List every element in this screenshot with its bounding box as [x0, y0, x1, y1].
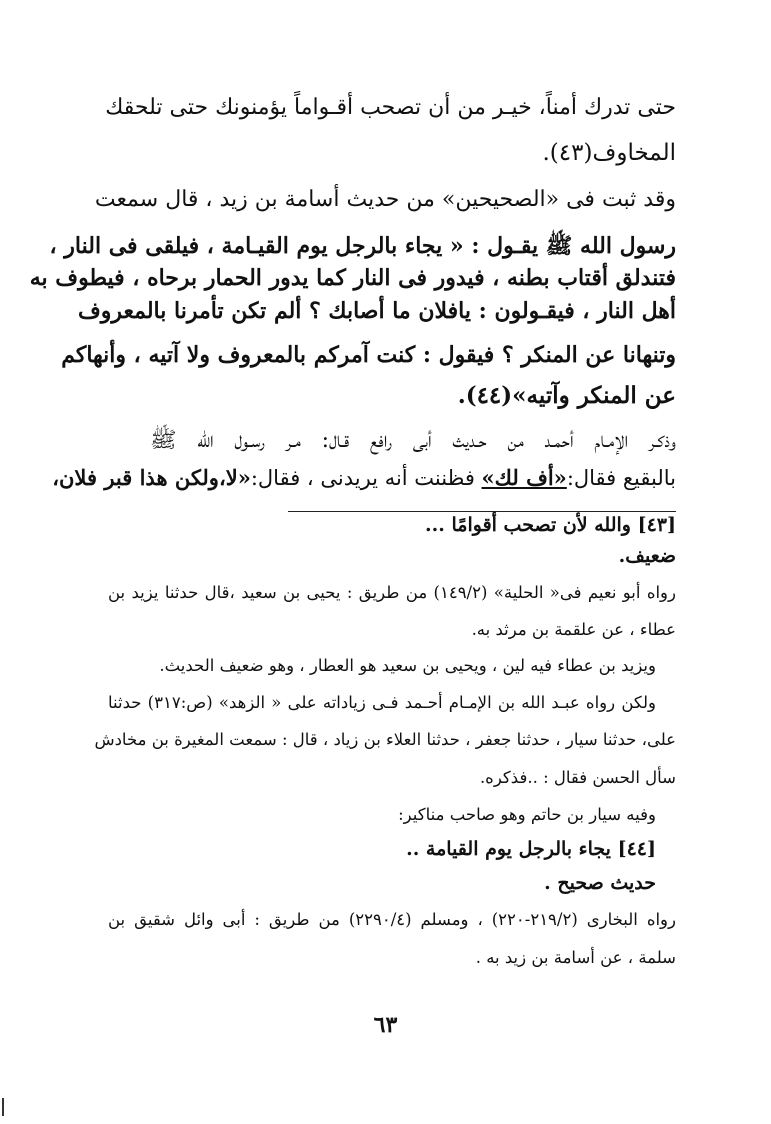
para2-line-1: وقد ثبت فى «الصحيحين» من حديث أسامة بن زيد ، قال سمعت	[94, 187, 676, 212]
para3-quote-uff: «أف لك»	[481, 465, 567, 490]
footnote-43-line-1: رواه أبو نعيم فى« الحلية» (١٤٩/٢) من طريق : يحيى بن سعيد ،قال حدثنا يزيد بن	[108, 583, 676, 602]
footnote-43-line-4: ولكن رواه عبـد الله بن الإمـام أحـمد فـى زياداته على « الزهد» (ص:٣١٧) حدثنا	[108, 693, 656, 712]
para2-line-6: عن المنكر وآتيه»(٤٤).	[457, 382, 676, 409]
scan-edge-mark	[2, 1098, 4, 1116]
footnote-43-line-6: سأل الحسن فقال : ..فذكره.	[479, 768, 676, 787]
footnote-43-line-7: وفيه سيار بن حاتم وهو صاحب مناكير:	[398, 805, 656, 824]
para2-line-5: وتنهانا عن المنكر ؟ فيقول : كنت آمركم بالمعروف ولا آتيه ، وأنهاكم	[61, 342, 676, 368]
para3-text-a: بالبقيع فقال:	[566, 466, 676, 490]
para1-line-2: المخاوف(٤٣).	[542, 140, 676, 166]
footnote-43-line-3: ويزيد بن عطاء فيه لين ، ويحيى بن سعيد هو العطار ، وهو ضعيف الحديث.	[159, 656, 656, 675]
footnote-separator	[288, 511, 676, 512]
footnote-44-line-2: سلمة ، عن أسامة بن زيد به .	[475, 948, 676, 967]
footnote-44-line-1: رواه البخارى (٢١٩/٢-٢٢٠) ، ومسلم (٢٢٩٠/٤) من طريق : أبى وائل شقيق بن	[108, 910, 676, 929]
footnote-43-line-5: على، حدثنا سيار ، حدثنا جعفر ، حدثنا العلاء بن زياد ، قال : سمعت المغيرة بن مخادش	[94, 730, 676, 749]
footnote-43-heading: [٤٣] والله لأن تصحب أقوامًا ...	[425, 514, 676, 536]
para3-line-2	[52, 465, 676, 490]
footnote-43-line-2: عطاء ، عن علقمة بن مرثد به.	[471, 620, 676, 639]
para2-line-4: أهل النار ، فيقـولون : يافلان ما أصابك ؟ ألم تكن تأمرنا بالمعروف	[77, 298, 676, 324]
footnote-44-grade: حديث صحيح .	[544, 872, 656, 894]
para1-line-1: حتى تدرك أمناً، خيـر من أن تصحب أقـواماً يؤمنونك حتى تلحقك	[105, 95, 676, 120]
para3-quote-qabr: «لا،ولكن هذا قبر فلان،	[52, 465, 251, 490]
para3-line-1: وذكـر الإمـام أحمـد من حـديث أبى رافع قـال: مـر رسـول الله ﷺ	[150, 428, 676, 453]
footnote-44-heading: [٤٤] يجاء بالرجل يوم القيامة ..	[406, 838, 656, 860]
para2-line-2: رسول الله ﷺ يقـول : « يجاء بالرجل يوم القيـامة ، فيلقى فى النار ،	[49, 233, 676, 259]
page-number: ٦٣	[373, 1012, 398, 1038]
para3-text-b: فظننت أنه يريدنى ، فقال:	[250, 466, 482, 490]
para2-line-3: فتندلق أقتاب بطنه ، فيدور فى النار كما يدور الحمار برحاه ، فيطوف به	[29, 265, 676, 291]
footnote-43-grade: ضعيف.	[618, 545, 676, 567]
